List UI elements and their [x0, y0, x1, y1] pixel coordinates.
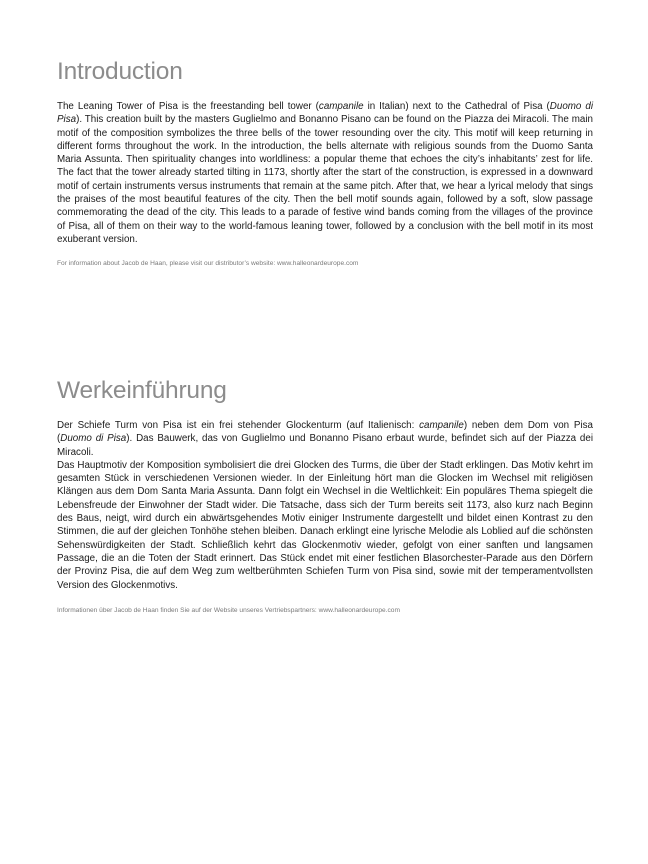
german-text-run: Das Hauptmotiv der Komposition symbolisiert die drei Glocken des Turms, die über der Stadt erklingen. Das Motiv kehrt im gesamten Stück in verschiedenen Versionen wieder. In der Einleitung hört man die Glocken im Wechsel mit religiösen Klängen aus dem Dom Santa Maria Assunta. Dann folgt ein Wechsel in die Weltlichkeit: Ein populäres Thema spiegelt die Lebensfreude der Einwohner der Stadt wider. Die Tatsache, dass sich der Turm bereits seit 1173, also kurz nach Beginn des Baus, neigt, wird durch ein abwärtsgehendes Motiv einiger Instrumente dargestellt und bildet einen Kontrast zu den Stimmen, die auf der gleichen Tonhöhe stehen bleiben. Danach erklingt eine lyrische Melodie als Loblied auf die schönsten Sehenswürdigkeiten der Stadt. Schließlich kehrt das Glockenmotiv wieder, gefolgt von einer sanften und langsamen Passage, die an die Toten der Stadt erinnert. Das Stück endet mit einer festlichen Blasorchester-Parade aus den Dörfern der Provinz Pisa, die auf dem Weg zum weltberühmten Schiefen Turm von Pisa sind, sowie mit der temperamentvollsten Version des Glockenmotivs.: [57, 459, 593, 591]
german-distributor-note: Informationen über Jacob de Haan finden Sie auf der Website unseres Vertriebspartners: www.halleonardeurope.com: [57, 606, 400, 614]
english-distributor-note: For information about Jacob de Haan, please visit our distributor’s website: www.halleonardeurope.com: [57, 260, 359, 268]
english-heading: Introduction: [57, 58, 183, 85]
english-paragraph: [57, 100, 593, 246]
german-section: [57, 377, 593, 615]
german-heading: Werkeinführung: [57, 377, 227, 404]
german-text-run: ). Das Bauwerk, das von Guglielmo und Bonanno Pisano erbaut wurde, befindet sich auf der Piazza dei Miracoli.: [57, 433, 593, 458]
english-italic-run: campanile: [318, 101, 364, 112]
english-body: [57, 100, 593, 246]
german-text-run: Der Schiefe Turm von Pisa ist ein frei stehender Glockenturm (auf Italienisch:: [57, 420, 420, 431]
german-italic-run: campanile: [419, 420, 464, 431]
german-paragraph-1: [57, 419, 593, 459]
german-body: [57, 419, 593, 592]
english-section: [57, 58, 593, 268]
german-paragraph-2: [57, 459, 593, 592]
english-italic-run: Duomo di Pisa: [57, 101, 593, 126]
german-text-run: ) neben dem Dom von Pisa (: [57, 420, 593, 445]
english-text-run: The Leaning Tower of Pisa is the freestanding bell tower (: [57, 101, 319, 112]
german-italic-run: Duomo di Pisa: [60, 433, 127, 445]
english-text-run: ). This creation built by the masters Guglielmo and Bonanno Pisano can be found on the Piazza dei Miracoli. The main motif of the composition symbolizes the three bells of the tower resounding over the city. This motif will keep returning in different forms throughout the work. In the introduction, the bells alternate with religious sounds from the Duomo Santa Maria Assunta. Then spirituality changes into worldliness: a popular theme that echoes the city’s inhabitants’ zest for life. The fact that the tower already started tilting in 1173, shortly after the start of the construction, is expressed in a downward motif of certain instruments versus instruments that remain at the same pitch. After that, we hear a lyrical melody that sings the praises of the most beautiful features of the city. Then the bell motif sounds again, followed by a soft, slow passage commemorating the dead of the city. This leads to a parade of festive wind bands coming from the villages of the province of Pisa, all of them on their way to the world-famous leaning tower, followed by a conclusion with the bell motif in its most exuberant version.: [57, 114, 593, 245]
english-text-run: in Italian) next to the Cathedral of Pisa (: [363, 101, 550, 112]
